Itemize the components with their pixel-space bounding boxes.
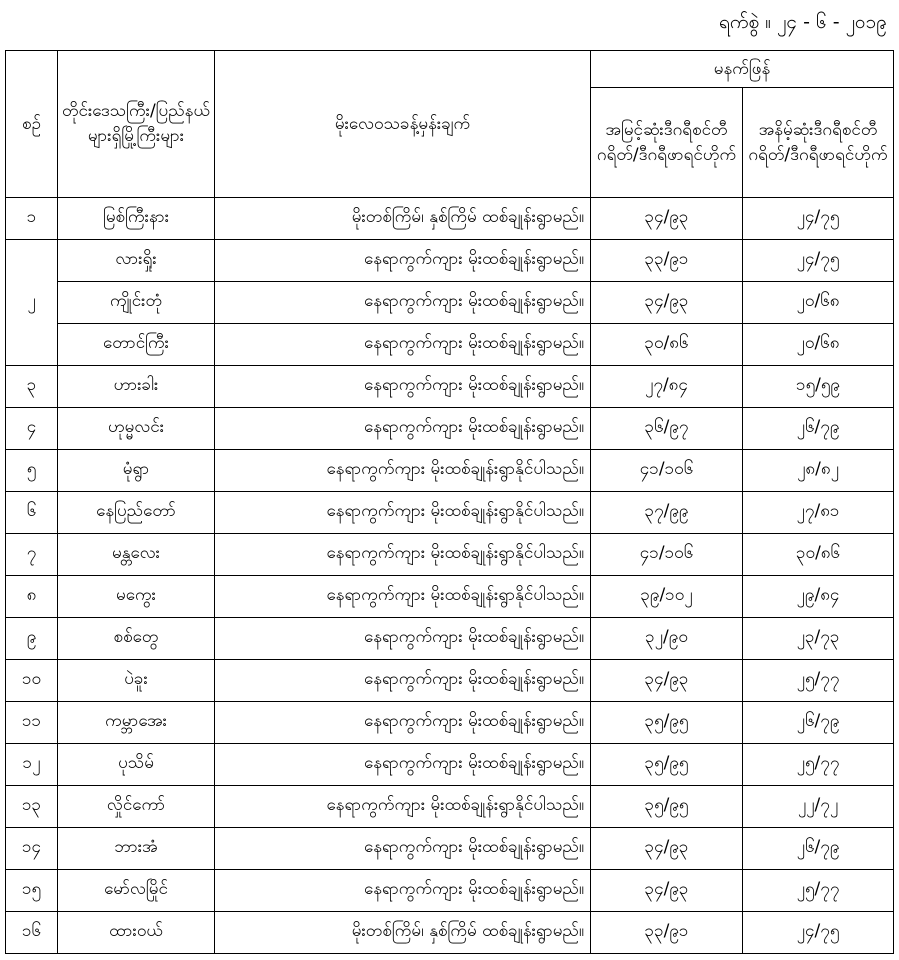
min-temp: ၂၆/၇၉ — [743, 828, 894, 870]
forecast-text: နေရာကွက်ကျား မိုးထစ်ချုန်းရွာမည်။ — [215, 618, 591, 660]
city-name: ဘားအံ — [58, 828, 215, 870]
city-name: ကျိုင်းတုံ — [58, 282, 215, 324]
forecast-text: နေရာကွက်ကျား မိုးထစ်ချုန်းရွာမည်။ — [215, 324, 591, 366]
row-number: ၁၄ — [6, 828, 58, 870]
max-temp: ၃၃/၉၁ — [591, 912, 743, 954]
min-temp: ၂၄/၇၅ — [743, 240, 894, 282]
min-temp: ၂၆/၇၉ — [743, 702, 894, 744]
row-number: ၂ — [6, 240, 58, 366]
table-row — [6, 324, 894, 366]
max-temp: ၃၇/၉၉ — [591, 492, 743, 534]
row-number: ၆ — [6, 492, 58, 534]
city-name: ဟုမ္မလင်း — [58, 408, 215, 450]
table-row — [6, 534, 894, 576]
min-temp: ၂၆/၇၉ — [743, 408, 894, 450]
max-temp: ၄၁/၁၀၆ — [591, 450, 743, 492]
min-temp: ၂၅/၇၇ — [743, 870, 894, 912]
max-temp: ၃၅/၉၅ — [591, 786, 743, 828]
min-temp: ၂၇/၈၁ — [743, 492, 894, 534]
row-number: ၁၂ — [6, 744, 58, 786]
table-row — [6, 660, 894, 702]
row-number: ၁ — [6, 198, 58, 240]
table-row — [6, 366, 894, 408]
forecast-text: နေရာကွက်ကျား မိုးထစ်ချုန်းရွာမည်။ — [215, 282, 591, 324]
forecast-text: နေရာကွက်ကျား မိုးထစ်ချုန်းရွာမည်။ — [215, 366, 591, 408]
city-name: တောင်ကြီး — [58, 324, 215, 366]
max-temp: ၃၄/၉၃ — [591, 660, 743, 702]
min-temp: ၂၀/၆၈ — [743, 282, 894, 324]
min-temp: ၂၃/၇၃ — [743, 618, 894, 660]
min-temp: ၂၂/၇၂ — [743, 786, 894, 828]
row-number: ၉ — [6, 618, 58, 660]
max-temp: ၃၂/၉၀ — [591, 618, 743, 660]
city-name: ပဲခူး — [58, 660, 215, 702]
weather-forecast-table — [5, 50, 894, 954]
table-row — [6, 240, 894, 282]
row-number: ၁၀ — [6, 660, 58, 702]
min-temp: ၂၄/၇၅ — [743, 198, 894, 240]
forecast-text: နေရာကွက်ကျား မိုးထစ်ချုန်းရွာနိုင်ပါသည်။ — [215, 576, 591, 618]
row-number: ၁၁ — [6, 702, 58, 744]
city-name: မန္တလေး — [58, 534, 215, 576]
row-number: ၈ — [6, 576, 58, 618]
forecast-text: နေရာကွက်ကျား မိုးထစ်ချုန်းရွာနိုင်ပါသည်။ — [215, 534, 591, 576]
forecast-text: မိုးတစ်ကြိမ်၊ နှစ်ကြိမ် ထစ်ချုန်းရွာမည်။ — [215, 912, 591, 954]
max-temp: ၃၄/၉၃ — [591, 828, 743, 870]
header-forecast: မိုးလေဝသခန့်မှန်းချက် — [215, 51, 591, 198]
table-row — [6, 870, 894, 912]
city-name: ပုသိမ် — [58, 744, 215, 786]
row-number: ၁၃ — [6, 786, 58, 828]
header-min-temp: အနိမ့်ဆုံးဒီဂရီစင်တီဂရိတ်/ဒီဂရီဖာရင်ဟိုက် — [743, 88, 894, 198]
city-name: မုံရွာ — [58, 450, 215, 492]
forecast-text: နေရာကွက်ကျား မိုးထစ်ချုန်းရွာမည်။ — [215, 744, 591, 786]
header-no: စဉ် — [6, 51, 58, 198]
forecast-text: နေရာကွက်ကျား မိုးထစ်ချုန်းရွာမည်။ — [215, 408, 591, 450]
max-temp: ၃၅/၉၅ — [591, 744, 743, 786]
forecast-text: နေရာကွက်ကျား မိုးထစ်ချုန်းရွာမည်။ — [215, 660, 591, 702]
max-temp: ၃၆/၉၇ — [591, 408, 743, 450]
city-name: ဟားခါး — [58, 366, 215, 408]
table-row — [6, 450, 894, 492]
forecast-text: နေရာကွက်ကျား မိုးထစ်ချုန်းရွာနိုင်ပါသည်။ — [215, 786, 591, 828]
max-temp: ၃၃/၉၁ — [591, 240, 743, 282]
city-name: စစ်တွေ — [58, 618, 215, 660]
city-name: မော်လမြိုင် — [58, 870, 215, 912]
forecast-text: မိုးတစ်ကြိမ်၊ နှစ်ကြိမ် ထစ်ချုန်းရွာမည်။ — [215, 198, 591, 240]
min-temp: ၂၅/၇၇ — [743, 660, 894, 702]
row-number: ၁၆ — [6, 912, 58, 954]
forecast-text: နေရာကွက်ကျား မိုးထစ်ချုန်းရွာနိုင်ပါသည်။ — [215, 492, 591, 534]
report-date: ရက်စွဲ ။ ၂၄ - ၆ - ၂၀၁၉ — [719, 11, 887, 33]
city-name: မြစ်ကြီးနား — [58, 198, 215, 240]
table-row — [6, 198, 894, 240]
row-number: ၄ — [6, 408, 58, 450]
min-temp: ၁၅/၅၉ — [743, 366, 894, 408]
max-temp: ၃၄/၉၃ — [591, 870, 743, 912]
max-temp: ၄၁/၁၀၆ — [591, 534, 743, 576]
max-temp: ၃၉/၁၀၂ — [591, 576, 743, 618]
header-tomorrow: မနက်ဖြန် — [591, 51, 894, 88]
forecast-text: နေရာကွက်ကျား မိုးထစ်ချုန်းရွာမည်။ — [215, 870, 591, 912]
table-row — [6, 282, 894, 324]
city-name: မကွေး — [58, 576, 215, 618]
row-number: ၅ — [6, 450, 58, 492]
header-region: တိုင်းဒေသကြီး/ပြည်နယ်များရှိမြို့ကြီးများ — [58, 51, 215, 198]
table-row — [6, 618, 894, 660]
table-row — [6, 408, 894, 450]
min-temp: ၃၀/၈၆ — [743, 534, 894, 576]
city-name: လားရှိုး — [58, 240, 215, 282]
max-temp: ၃၀/၈၆ — [591, 324, 743, 366]
city-name: ထားဝယ် — [58, 912, 215, 954]
city-name: နေပြည်တော် — [58, 492, 215, 534]
city-name: လှိုင်ကော် — [58, 786, 215, 828]
row-number: ၃ — [6, 366, 58, 408]
table-row — [6, 576, 894, 618]
max-temp: ၃၅/၉၅ — [591, 702, 743, 744]
table-row — [6, 912, 894, 954]
max-temp: ၂၇/၈၄ — [591, 366, 743, 408]
min-temp: ၂၈/၈၂ — [743, 450, 894, 492]
forecast-text: နေရာကွက်ကျား မိုးထစ်ချုန်းရွာမည်။ — [215, 240, 591, 282]
max-temp: ၃၄/၉၃ — [591, 198, 743, 240]
min-temp: ၂၉/၈၄ — [743, 576, 894, 618]
header-max-temp: အမြင့်ဆုံးဒီဂရီစင်တီဂရိတ်/ဒီဂရီဖာရင်ဟိုက် — [591, 88, 743, 198]
table-row — [6, 828, 894, 870]
city-name: ကမ္ဘာအေး — [58, 702, 215, 744]
forecast-text: နေရာကွက်ကျား မိုးထစ်ချုန်းရွာနိုင်ပါသည်။ — [215, 450, 591, 492]
max-temp: ၃၄/၉၃ — [591, 282, 743, 324]
min-temp: ၂၀/၆၈ — [743, 324, 894, 366]
forecast-text: နေရာကွက်ကျား မိုးထစ်ချုန်းရွာမည်။ — [215, 702, 591, 744]
row-number: ၇ — [6, 534, 58, 576]
table-row — [6, 786, 894, 828]
table-row — [6, 744, 894, 786]
min-temp: ၂၄/၇၅ — [743, 912, 894, 954]
row-number: ၁၅ — [6, 870, 58, 912]
forecast-text: နေရာကွက်ကျား မိုးထစ်ချုန်းရွာမည်။ — [215, 828, 591, 870]
table-row — [6, 492, 894, 534]
table-row — [6, 702, 894, 744]
min-temp: ၂၅/၇၇ — [743, 744, 894, 786]
